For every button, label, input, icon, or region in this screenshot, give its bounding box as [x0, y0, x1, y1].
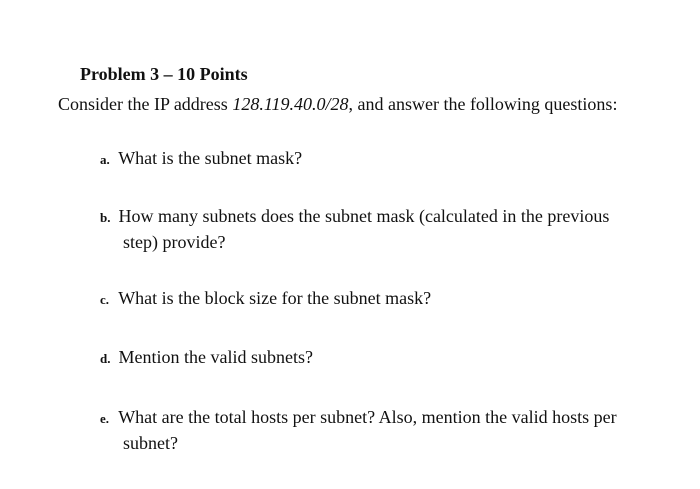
- question-b: [100, 204, 643, 254]
- question-c: [100, 286, 643, 312]
- question-marker: c.: [100, 292, 110, 307]
- question-marker: b.: [100, 210, 111, 225]
- question-text: What is the subnet mask?: [118, 148, 303, 168]
- question-text: What are the total hosts per subnet? Also, mention the valid hosts per subnet?: [118, 407, 617, 453]
- problem-intro: [58, 92, 653, 116]
- question-e: [100, 405, 643, 455]
- question-marker: d.: [100, 351, 111, 366]
- question-d: [100, 345, 643, 371]
- question-text: How many subnets does the subnet mask (calculated in the previous step) provide?: [118, 206, 610, 252]
- intro-text-after: , and answer the following questions:: [348, 94, 618, 114]
- question-marker: a.: [100, 152, 110, 167]
- question-a: [100, 146, 643, 172]
- intro-text-before: Consider the IP address: [58, 94, 233, 114]
- question-marker: e.: [100, 411, 110, 426]
- ip-address: 128.119.40.0/28: [232, 94, 349, 114]
- problem-title: Problem 3 – 10 Points: [80, 64, 248, 84]
- question-text: Mention the valid subnets?: [118, 347, 313, 367]
- question-text: What is the block size for the subnet mask?: [118, 288, 432, 308]
